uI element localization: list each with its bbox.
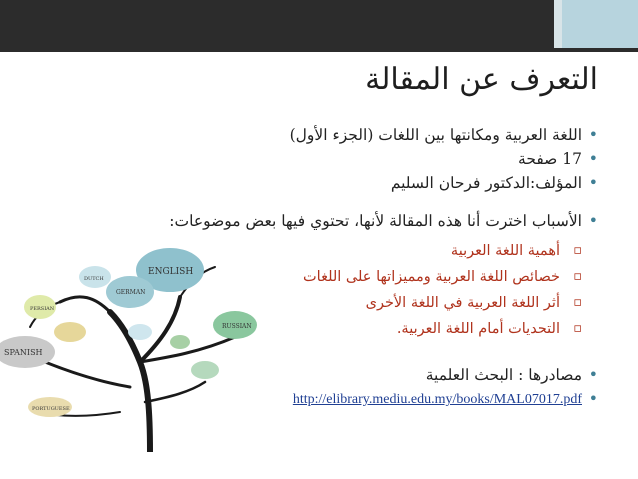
tree-label-english: ENGLISH (148, 267, 194, 277)
slide-title: التعرف عن المقالة (365, 62, 598, 97)
tree-label-portuguese: PORTUGUESE (32, 406, 70, 412)
language-tree-illustration (0, 222, 260, 452)
bullet-article-title: • اللغة العربية ومكانتها بين اللغات (الجزء الأول) (38, 124, 598, 146)
sub-item: ▫ خصائص اللغة العربية ومميزاتها على اللغات (38, 266, 598, 288)
bullet-page-count: • 17 صفحة (38, 148, 598, 170)
tree-leaves (0, 248, 257, 417)
sub-item: ▫ التحديات أمام اللغة العربية. (38, 318, 598, 340)
header-divider (554, 0, 562, 48)
tree-label-german: GERMAN (116, 289, 146, 296)
tree-label-spanish: SPANISH (4, 348, 43, 357)
bullet-sources: • مصادرها : البحث العلمية (38, 364, 598, 386)
tree-label-russian: RUSSIAN (222, 323, 252, 330)
bullet-author: • المؤلف:الدكتور فرحان السليم (38, 172, 598, 194)
tree-label-dutch: DUTCH (84, 276, 104, 282)
sub-item: ▫ أهمية اللغة العربية (38, 240, 598, 262)
tree-label-persian: PERSIAN (30, 306, 55, 312)
header-bar (0, 0, 638, 52)
sub-item: ▫ أثر اللغة العربية في اللغة الأخرى (38, 292, 598, 314)
source-link[interactable]: http://elibrary.mediu.edu.my/books/MAL07017.pdf (292, 392, 582, 407)
header-accent-block (562, 0, 638, 48)
bullet-reasons: • الأسباب اخترت أنا هذه المقالة لأنها، تحتوي فيها بعض موضوعات: (38, 210, 598, 232)
